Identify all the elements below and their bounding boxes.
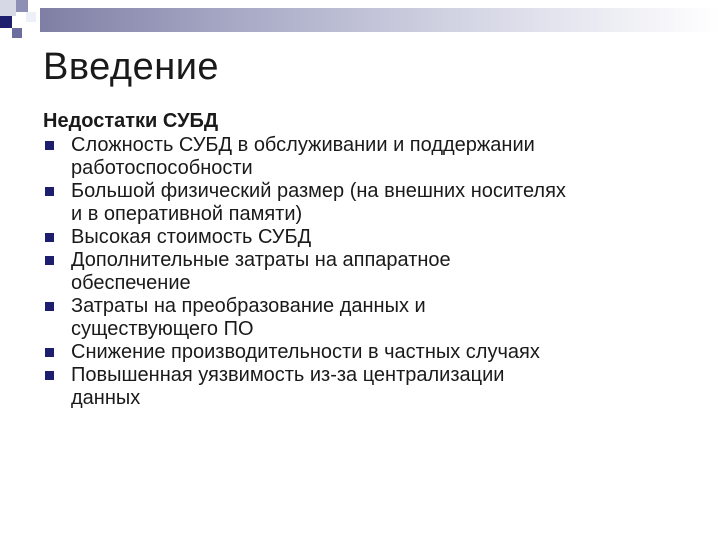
list-item — [43, 295, 703, 341]
bullet-text-continued: данных — [71, 387, 141, 409]
bullet-text: Повышенная уязвимость из-за централизации — [71, 364, 505, 386]
square-bullet-icon — [45, 141, 54, 150]
slide-content — [43, 110, 703, 410]
bullet-text: Снижение производительности в частных случаях — [71, 341, 540, 363]
header-bar-decoration — [40, 8, 720, 32]
square-decoration — [26, 12, 36, 22]
square-bullet-icon — [45, 302, 54, 311]
slide-subtitle: Недостатки СУБД — [43, 110, 219, 132]
list-item — [43, 341, 703, 364]
square-bullet-icon — [45, 371, 54, 380]
bullet-text: Большой физический размер (на внешних носителях — [71, 180, 566, 202]
bullet-text-continued: обеспечение — [71, 272, 191, 294]
list-item — [43, 226, 703, 249]
bullet-text-continued: и в оперативной памяти) — [71, 203, 303, 225]
square-bullet-icon — [45, 233, 54, 242]
bullet-text: Сложность СУБД в обслуживании и поддержании — [71, 134, 535, 156]
bullet-text: Высокая стоимость СУБД — [71, 226, 312, 248]
square-decoration — [0, 16, 12, 28]
slide-title: Введение — [43, 46, 220, 88]
list-item — [43, 180, 703, 226]
bullet-text-continued: существующего ПО — [71, 318, 254, 340]
square-decoration — [0, 0, 16, 16]
bullet-text-continued: работоспособности — [71, 157, 253, 179]
bullet-list — [43, 134, 703, 410]
square-bullet-icon — [45, 348, 54, 357]
list-item — [43, 249, 703, 295]
bullet-text: Затраты на преобразование данных и — [71, 295, 426, 317]
bullet-text: Дополнительные затраты на аппаратное — [71, 249, 451, 271]
square-bullet-icon — [45, 256, 54, 265]
list-item — [43, 364, 703, 410]
square-decoration — [12, 28, 22, 38]
corner-squares-decoration — [0, 0, 40, 40]
square-bullet-icon — [45, 187, 54, 196]
list-item — [43, 134, 703, 180]
square-decoration — [16, 0, 28, 12]
